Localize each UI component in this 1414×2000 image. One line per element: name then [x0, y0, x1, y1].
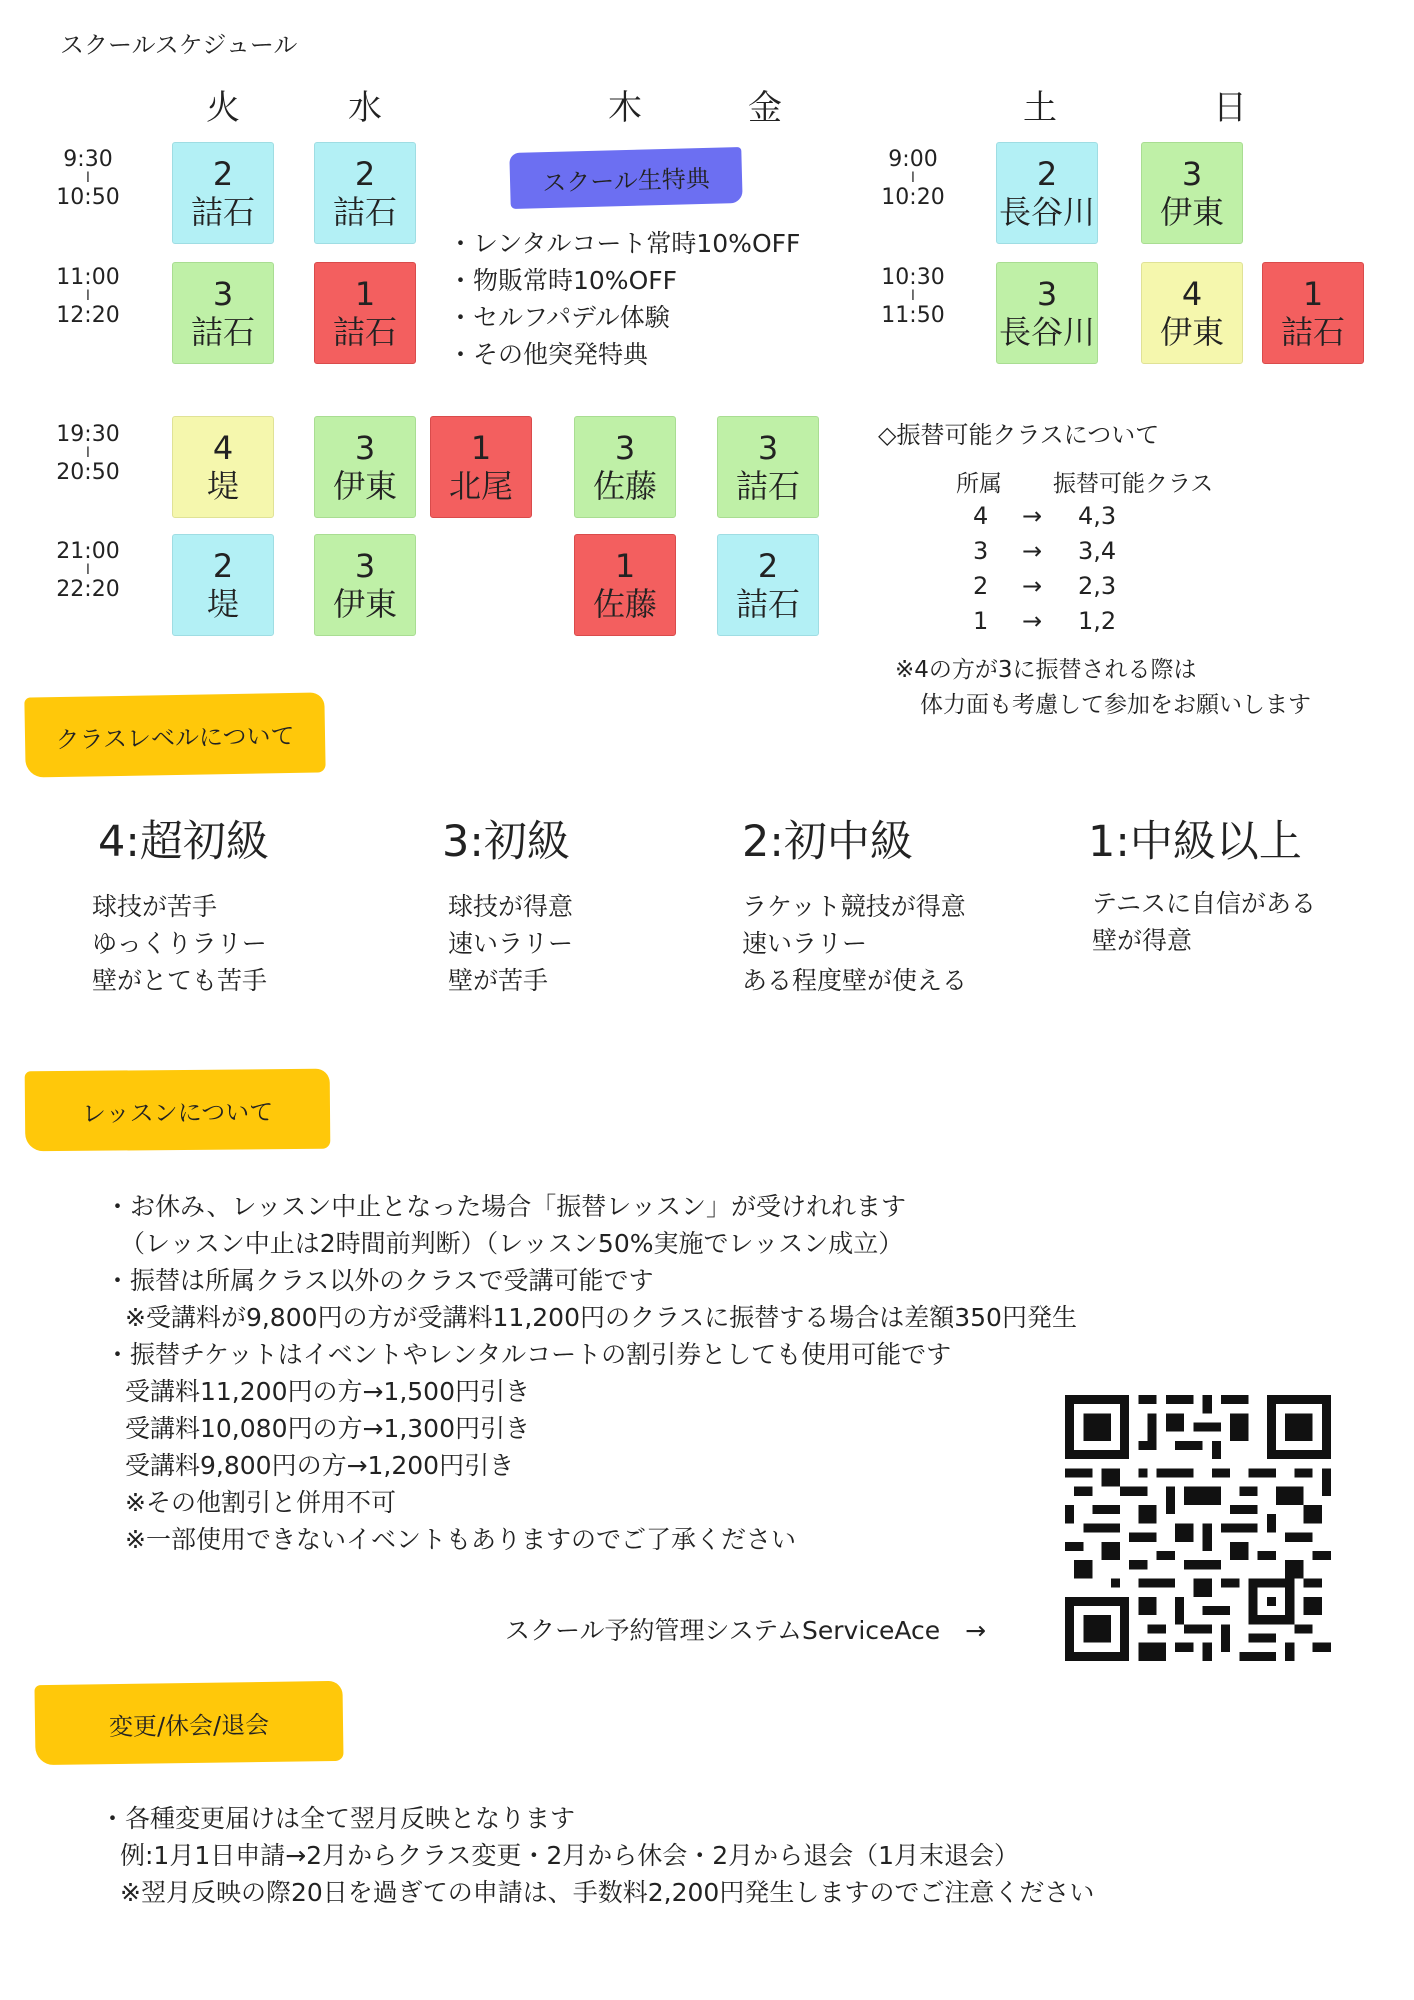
class-cell[interactable]: 2 詰石 — [314, 142, 416, 244]
booking-system-label[interactable]: スクール予約管理システムServiceAce → — [505, 1616, 987, 1645]
class-cell[interactable]: 2 詰石 — [717, 534, 819, 636]
class-cell[interactable]: 2 詰石 — [172, 142, 274, 244]
class-cell[interactable]: 4 堤 — [172, 416, 274, 518]
level-title: 3:初級 — [442, 817, 570, 867]
class-cell[interactable]: 3 詰石 — [172, 262, 274, 364]
lesson-line: ※受講料が9,800円の方が受講料11,200円のクラスに振替する場合は差額350円発生 — [125, 1303, 1077, 1332]
class-cell[interactable]: 3 伊東 — [314, 534, 416, 636]
class-cell[interactable]: 1 詰石 — [1262, 262, 1364, 364]
transfer-allowed: 1,2 — [1078, 607, 1117, 635]
level-desc: ラケット競技が得意 速いラリー ある程度壁が使える — [742, 892, 968, 995]
day-tue: 火 — [206, 88, 240, 128]
lesson-line: 受講料9,800円の方→1,200円引き — [125, 1451, 515, 1480]
transfer-own: 1 — [973, 607, 989, 635]
day-thu: 木 — [608, 88, 642, 128]
changes-heading: 変更/休会/退会 — [34, 1681, 343, 1765]
class-cell[interactable]: 2 堤 — [172, 534, 274, 636]
page-title: スクールスケジュール — [60, 31, 298, 59]
transfer-allowed: 3,4 — [1078, 537, 1117, 565]
time-slot: 9:30 I 10:50 — [56, 147, 120, 211]
transfer-own: 3 — [973, 537, 989, 565]
class-cell[interactable]: 1 北尾 — [430, 416, 532, 518]
lesson-line: （レッスン中止は2時間前判断）（レッスン50%実施でレッスン成立） — [120, 1229, 904, 1258]
day-fri: 金 — [748, 88, 782, 128]
arrow-icon: → — [1022, 537, 1043, 565]
level-title: 2:初中級 — [742, 817, 913, 867]
lesson-line: ・振替チケットはイベントやレンタルコートの割引券としても使用可能です — [105, 1340, 952, 1369]
time-slot: 9:00 I 10:20 — [881, 147, 945, 211]
transfer-col-own: 所属 — [956, 471, 1002, 497]
transfer-note: ※4の方が3に振替される際は — [895, 657, 1197, 683]
perks-heading: スクール生特典 — [509, 147, 742, 209]
perk-item: ・セルフパデル体験 — [448, 303, 670, 332]
transfer-title: ◇振替可能クラスについて — [878, 421, 1160, 449]
class-cell[interactable]: 1 佐藤 — [574, 534, 676, 636]
transfer-own: 4 — [973, 502, 989, 530]
class-cell[interactable]: 3 長谷川 — [996, 262, 1098, 364]
perk-item: ・物販常時10%OFF — [448, 266, 678, 295]
perk-item: ・その他突発特典 — [448, 340, 649, 369]
transfer-allowed: 4,3 — [1078, 502, 1117, 530]
levels-heading: クラスレベルについて — [24, 692, 325, 777]
time-slot: 10:30 I 11:50 — [881, 265, 945, 329]
day-wed: 水 — [348, 88, 382, 128]
lesson-line: ・お休み、レッスン中止となった場合「振替レッスン」が受けれれます — [105, 1192, 907, 1221]
perks-list — [448, 225, 800, 373]
level-title: 4:超初級 — [98, 817, 269, 867]
day-sat: 土 — [1023, 88, 1057, 128]
transfer-own: 2 — [973, 572, 989, 600]
time-slot: 11:00 I 12:20 — [56, 265, 120, 329]
time-slot: 21:00 I 22:20 — [56, 539, 120, 603]
day-sun: 日 — [1213, 88, 1247, 128]
transfer-col-allowed: 振替可能クラス — [1053, 471, 1214, 497]
class-cell[interactable]: 2 長谷川 — [996, 142, 1098, 244]
time-slot: 19:30 I 20:50 — [56, 422, 120, 486]
level-desc: テニスに自信がある 壁が得意 — [1092, 889, 1317, 955]
lesson-line: 受講料11,200円の方→1,500円引き — [125, 1377, 530, 1406]
change-line: 例:1月1日申請→2月からクラス変更・2月から休会・2月から退会（1月末退会） — [120, 1841, 1020, 1870]
level-desc: 球技が苦手 ゆっくりラリー 壁がとても苦手 — [92, 892, 268, 995]
lesson-line: ※一部使用できないイベントもありますのでご了承ください — [125, 1525, 796, 1554]
transfer-note: 体力面も考慮して参加をお願いします — [920, 692, 1311, 718]
lesson-line: ※その他割引と併用不可 — [125, 1488, 396, 1517]
change-line: ※翌月反映の際20日を過ぎての申請は、手数料2,200円発生しますのでご注意ください — [120, 1878, 1095, 1907]
class-cell[interactable]: 1 詰石 — [314, 262, 416, 364]
level-title: 1:中級以上 — [1088, 817, 1302, 867]
arrow-icon: → — [1022, 607, 1043, 635]
qr-code-icon[interactable] — [1065, 1395, 1331, 1661]
transfer-allowed: 2,3 — [1078, 572, 1117, 600]
class-cell[interactable]: 3 詰石 — [717, 416, 819, 518]
class-cell[interactable]: 3 伊東 — [314, 416, 416, 518]
change-line: ・各種変更届けは全て翌月反映となります — [100, 1804, 576, 1833]
arrow-icon: → — [1022, 572, 1043, 600]
class-cell[interactable]: 4 伊東 — [1141, 262, 1243, 364]
lessons-heading: レッスンについて — [25, 1069, 331, 1152]
class-cell[interactable]: 3 伊東 — [1141, 142, 1243, 244]
lesson-line: ・振替は所属クラス以外のクラスで受講可能です — [105, 1266, 654, 1295]
arrow-icon: → — [1022, 502, 1043, 530]
level-desc: 球技が得意 速いラリー 壁が苦手 — [448, 892, 574, 995]
perk-item: ・レンタルコート常時10%OFF — [448, 229, 801, 258]
lesson-line: 受講料10,080円の方→1,300円引き — [125, 1414, 530, 1443]
class-cell[interactable]: 3 佐藤 — [574, 416, 676, 518]
